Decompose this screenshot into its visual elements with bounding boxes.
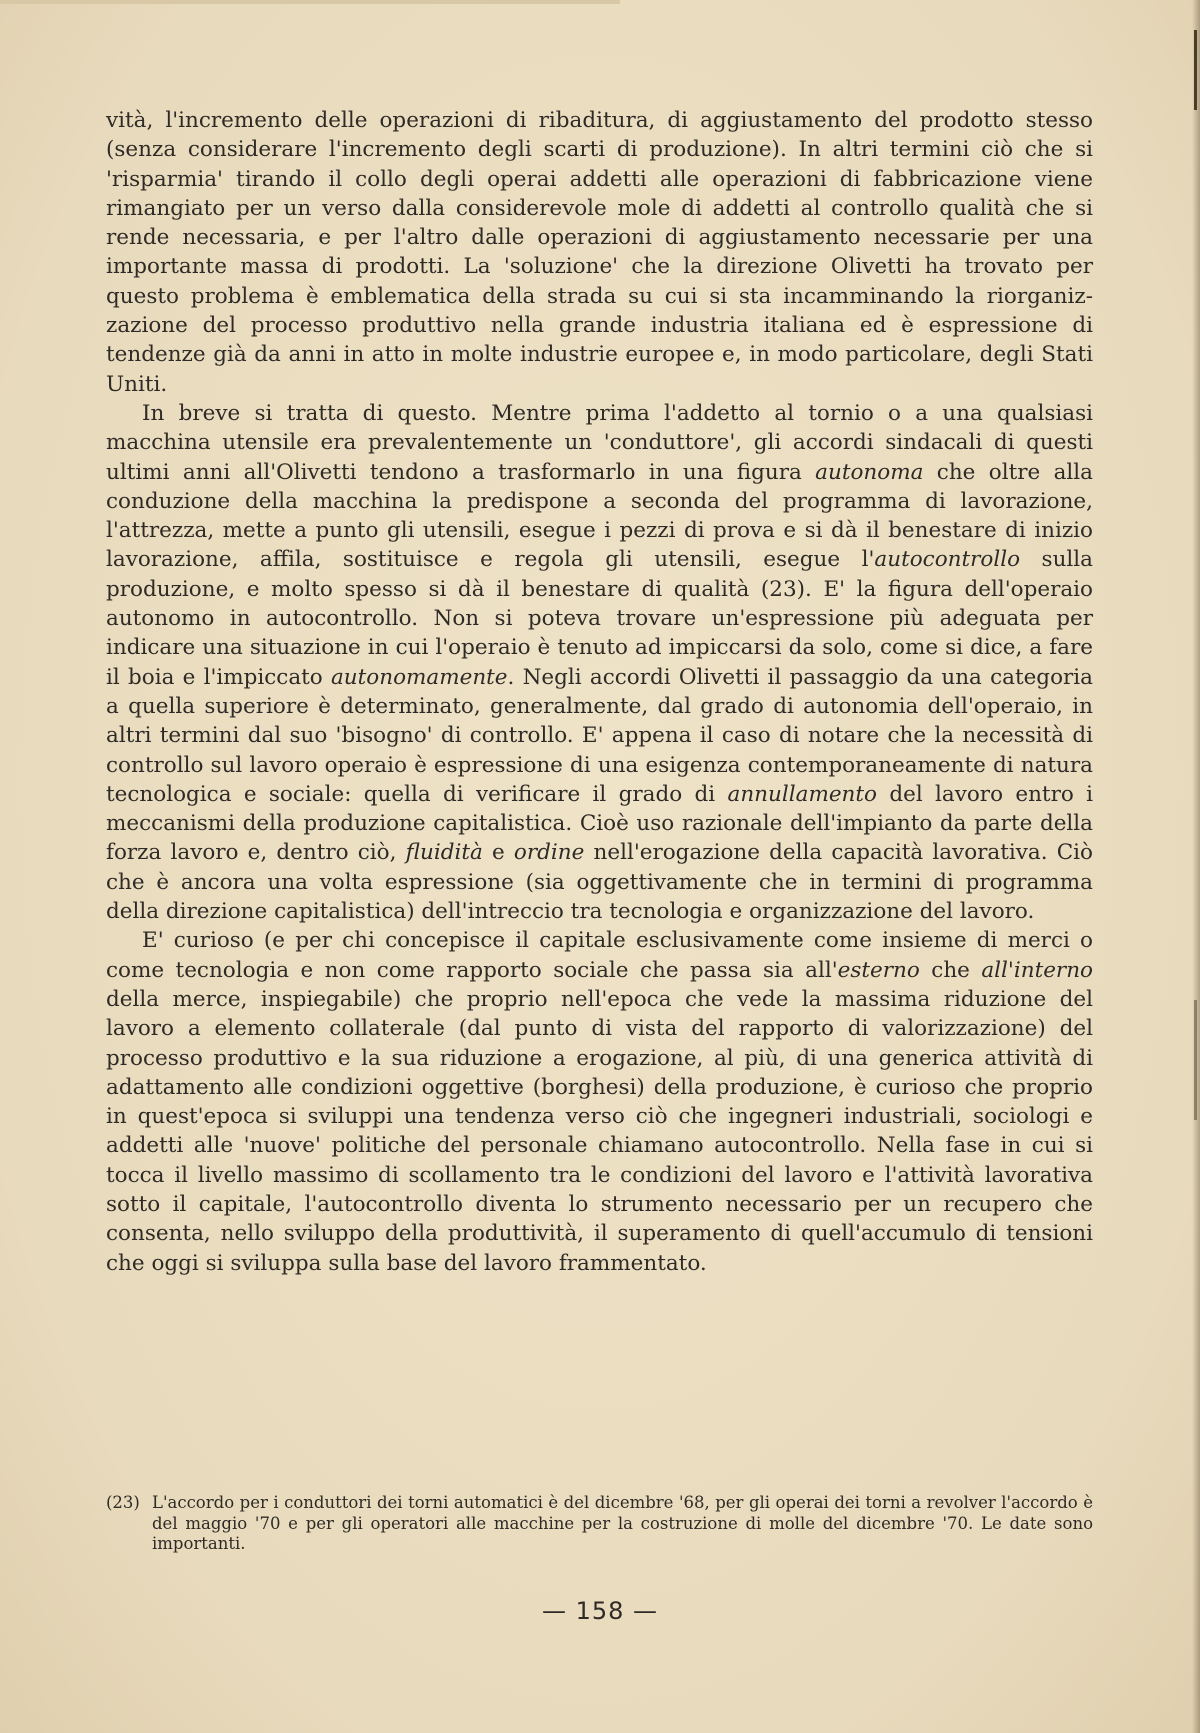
text-segment: che oltre alla conduzione della macchina la predispone a seconda del programma di lavorazione, l'attrezza, mette a punto gli utensili, esegue i pezzi di prova e si dà il benestare di inizio lavorazione, affila, sostituisce e regola gli utensili, esegue l' (106, 459, 1093, 573)
text-segment: sulla produzione, e molto spesso si dà il benestare di qualità (23). E' la figura dell'operaio autonomo in autocontrollo. Non si poteva trovare un'espressione più adeguata per indicare una situazione in cui l'operaio è tenuto ad impiccarsi da solo, come si dice, a fare il boia e l'impiccato (106, 547, 1093, 690)
paragraph-p1 (106, 106, 1093, 399)
text-segment: che (919, 957, 982, 983)
footnote-number: (23) (106, 1493, 140, 1512)
text-segment: E' curioso (e per chi concepisce il capitale esclusivamente come insieme di merci o come tecnologia e non come rapporto sociale che passa sia all' (106, 928, 1093, 983)
page-edge-mark (1194, 1000, 1197, 1120)
text-segment: vità, l'incremento delle operazioni di ribaditura, di aggiustamento del prodotto stesso (senza considerare l'incremento degli scarti di produzione). In altri termini ciò che si 'risparmia' tirando il collo degli operai addetti alle operazioni di fabbricazione viene rimangiato per un verso dalla considerevole mole di addetti al controllo qualità che si rende necessaria, e per l'altro dalle operazioni di aggiustamento necessarie per una importante massa di prodotti. La 'soluzione' che la direzione Olivetti ha trovato per questo problema è emblematica della strada su cui si sta incamminando la riorganizzazione del processo produttivo nella grande industria italiana ed è espressione di tendenze già da anni in atto in molte industrie europee e, in modo particolare, degli Stati Uniti. (106, 108, 1093, 397)
body-text (106, 106, 1093, 1278)
page-number: — 158 — (541, 1597, 659, 1625)
text-segment: In breve si tratta di questo. Mentre prima l'addetto al tornio o a una qualsiasi macchina utensile era prevalentemente un 'conduttore', gli accordi sindacali di questi ultimi anni all'Olivetti tendono a trasformarlo in una figura (106, 400, 1093, 485)
italic-text: fluidità (405, 840, 483, 866)
text-segment: del lavoro entro i meccanismi della produzione capitalistica. Cioè uso razionale dell'impianto da parte della forza lavoro e, dentro ciò, (106, 781, 1094, 866)
paragraph-p2 (106, 399, 1093, 926)
footnote-text: L'accordo per i conduttori dei torni automatici è del dicembre '68, per gli operai dei torni a revolver l'accordo è del maggio '70 e per gli operatori alle macchine per la costruzione di molle del dicembre '70. Le date sono importanti. (152, 1493, 1093, 1553)
text-segment: della merce, inspiegabile) che proprio nell'epoca che vede la massima riduzione del lavoro a elemento collaterale (dal punto di vista del rapporto di valorizzazione) del processo produttivo e la sua riduzione a erogazione, al più, di una generica attività di adattamento alle condizioni oggettive (borghesi) della produzione, è curioso che proprio in quest'epoca si sviluppi una tendenza verso ciò che ingegneri industriali, sociologi e addetti alle 'nuove' politiche del personale chiamano autocontrollo. Nella fase in cui si tocca il livello massimo di scollamento tra le condizioni del lavoro e l'attività lavorativa sotto il capitale, l'autocontrollo diventa lo strumento necessario per un recupero che consenta, nello sviluppo della produttività, il superamento di quell'accumulo di tensioni che oggi si sviluppa sulla base del lavoro frammentato. (106, 986, 1093, 1276)
text-segment: e (482, 840, 514, 866)
italic-text: all'interno (981, 957, 1093, 983)
text-segment: . Negli accordi Olivetti il passaggio da una categoria a quella superiore è determinato, generalmente, dal grado di autonomia dell'operaio, in altri termini dal suo 'bisogno' di controllo. E' appena il caso di notare che la necessità di controllo sul lavoro operaio è espressione di una esigenza contemporaneamente di natura tecnologica e sociale: quella di verificare il grado di (106, 664, 1093, 807)
text-segment: nell'erogazione della capacità lavorativa. Ciò che è ancora una volta espressione (sia oggettivamente che in termini di programma della direzione capitalistica) dell'intreccio tra tecnologia e organizzazione del lavoro. (106, 840, 1093, 925)
italic-text: ordine (513, 840, 585, 866)
italic-text: autocontrollo (874, 547, 1021, 573)
italic-text: autonoma (815, 459, 924, 485)
footnote (106, 1493, 1093, 1555)
page-edge-mark (1194, 30, 1197, 110)
italic-text: esterno (837, 957, 920, 983)
page-right-edge (1192, 0, 1200, 1733)
italic-text: autonomamente (330, 664, 508, 690)
page-top-shadow (0, 0, 620, 4)
italic-text: annullamento (727, 781, 877, 807)
paragraph-p3 (106, 926, 1093, 1278)
